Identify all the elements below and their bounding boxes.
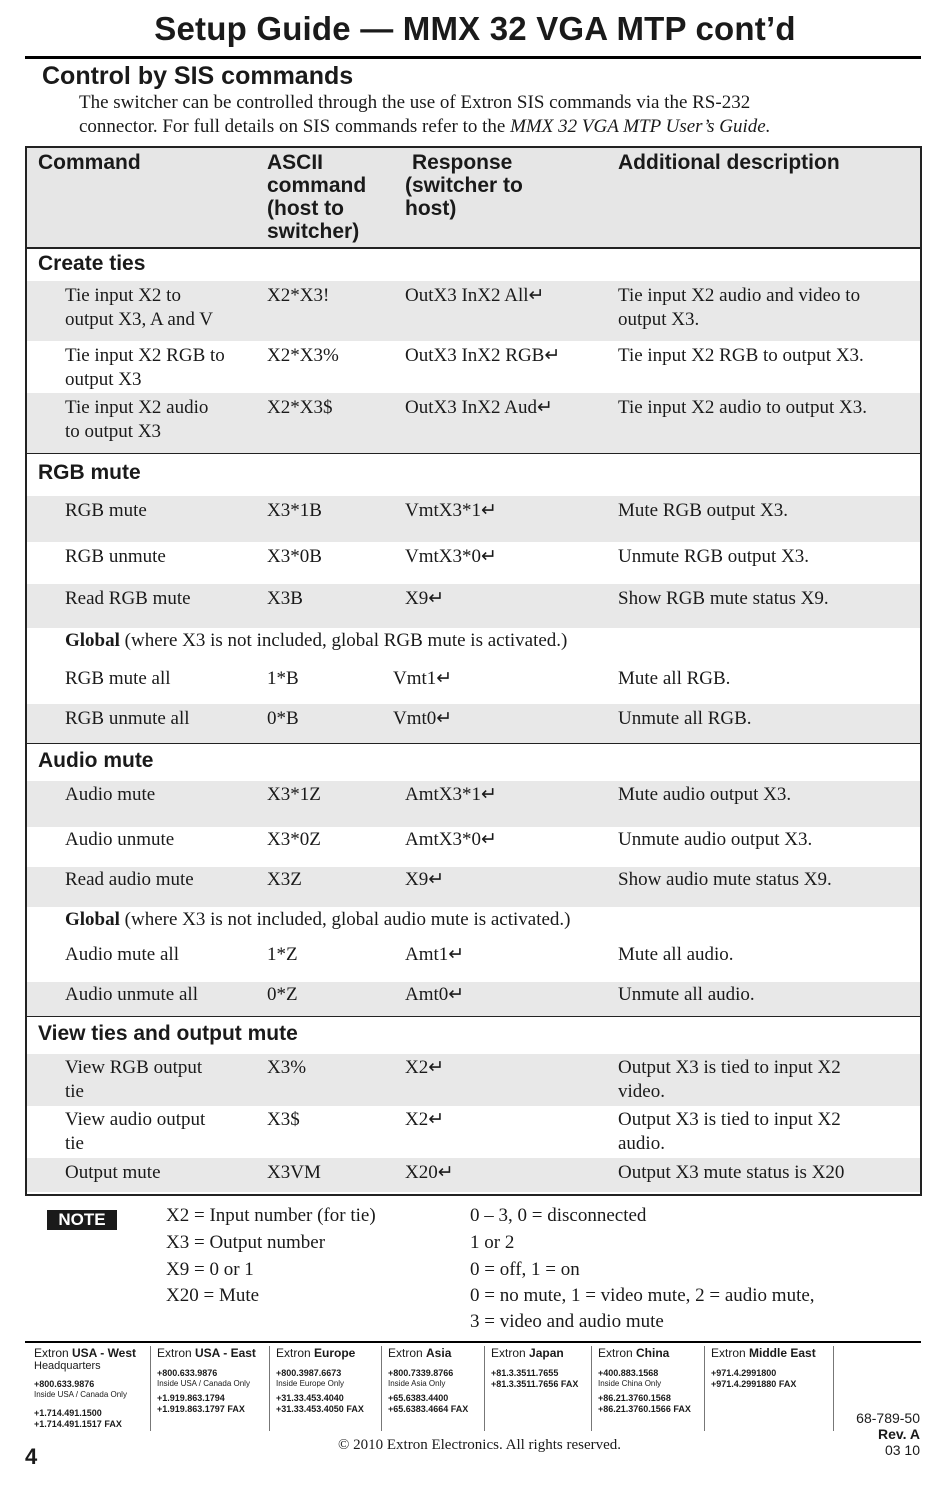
global-note <box>65 629 865 653</box>
header-ascii-line: (host to <box>267 197 344 220</box>
office-asia: Extron Asia +800.7339.8766 Inside Asia Only +65.6383.4400 +65.6383.4664 FAX <box>381 1346 468 1431</box>
office-china: Extron China +400.883.1568 Inside China Only +86.21.3760.1568 +86.21.3760.1566 FAX <box>591 1346 691 1431</box>
print-date: 03 10 <box>884 1442 920 1458</box>
cell-ascii: X3VM <box>267 1162 321 1183</box>
cell-command: Audio unmute <box>65 829 175 850</box>
office-usa-east: Extron USA - East +800.633.9876 Inside USA / Canada Only +1.919.863.1794 +1.919.863.1797 FAX <box>150 1346 256 1431</box>
group-heading-view-ties: View ties and output mute <box>38 1022 298 1045</box>
cell-ascii: X2*X3% <box>267 345 339 366</box>
cell-description: Show audio mute status X9. <box>618 869 832 890</box>
table-row <box>27 542 920 584</box>
global-note-row <box>27 628 920 664</box>
guide-title: MMX 32 VGA MTP User’s Guide. <box>510 116 771 137</box>
cell-response: OutX3 InX2 All↵ <box>405 285 545 306</box>
section-divider <box>27 1016 920 1017</box>
cell-ascii: X3*1Z <box>267 784 321 805</box>
note-badge: NOTE <box>47 1210 117 1230</box>
note-range: 0 = no mute, 1 = video mute, 2 = audio mute, 3 = video and audio mute <box>470 1285 815 1332</box>
table-row <box>27 281 920 341</box>
global-text: (where X3 is not included, global RGB mute is activated.) <box>119 630 568 651</box>
note-definition: X20 = Mute <box>166 1285 260 1306</box>
cell-response: OutX3 InX2 Aud↵ <box>405 397 553 418</box>
cell-ascii: 0*B <box>267 708 299 729</box>
table-row <box>27 1054 920 1106</box>
cell-command: Tie input X2 audio to output X3 <box>65 397 209 442</box>
cell-ascii: 1*Z <box>267 944 298 965</box>
cell-response: AmtX3*0↵ <box>405 829 497 850</box>
header-response-line: Response <box>412 151 513 174</box>
table-row <box>27 496 920 542</box>
cell-description: Unmute audio output X3. <box>618 829 813 850</box>
note-range: 0 – 3, 0 = disconnected <box>470 1205 647 1226</box>
group-heading-audio-mute: Audio mute <box>38 749 154 772</box>
title-rule <box>25 56 921 59</box>
cell-response: AmtX3*1↵ <box>405 784 497 805</box>
cell-command: Read RGB mute <box>65 588 191 609</box>
global-label: Global <box>65 909 120 930</box>
note-range: 0 = off, 1 = on <box>470 1259 580 1280</box>
part-number: 68-789-50 <box>856 1410 920 1426</box>
page-number: 4 <box>25 1444 38 1469</box>
cell-description: Tie input X2 RGB to output X3. <box>618 345 864 366</box>
cell-description: Tie input X2 audio and video to output X3. <box>618 285 861 330</box>
table-row <box>27 704 920 743</box>
group-heading-rgb-mute: RGB mute <box>38 461 141 484</box>
cell-ascii: X3*0B <box>267 546 322 567</box>
cell-description: Unmute all RGB. <box>618 708 752 729</box>
cell-command: Tie input X2 RGB to output X3 <box>65 345 225 390</box>
cell-command: Read audio mute <box>65 869 194 890</box>
table-row <box>27 584 920 628</box>
cell-ascii: X2*X3! <box>267 285 330 306</box>
intro-line-2 <box>79 115 899 139</box>
cell-description: Output X3 is tied to input X2 video. <box>618 1057 841 1102</box>
cell-description: Unmute all audio. <box>618 984 755 1005</box>
cell-command: RGB unmute <box>65 546 166 567</box>
sis-command-table <box>25 146 922 1196</box>
global-note <box>65 908 865 932</box>
variable-label: X2 <box>166 1205 190 1226</box>
cell-command: View audio output tie <box>65 1109 206 1154</box>
global-label: Global <box>65 630 120 651</box>
cell-command: RGB mute <box>65 500 147 521</box>
intro-line-1: The switcher can be controlled through the use of Extron SIS commands via the RS-232 <box>79 92 751 113</box>
cell-response: Amt1↵ <box>405 944 465 965</box>
note-definition: X9 = 0 or 1 <box>166 1259 254 1280</box>
section-heading: Control by SIS commands <box>42 62 354 90</box>
cell-response: X2↵ <box>405 1109 445 1130</box>
section-divider <box>27 743 920 744</box>
copyright: © 2010 Extron Electronics. All rights reserved. <box>338 1437 622 1453</box>
table-row <box>27 341 920 393</box>
table-row <box>27 1106 920 1158</box>
cell-ascii: X3$ <box>267 1109 300 1130</box>
cell-response: VmtX3*0↵ <box>405 546 497 567</box>
cell-command: RGB unmute all <box>65 708 190 729</box>
revision: Rev. A <box>877 1426 920 1442</box>
table-row <box>27 1158 920 1192</box>
cell-response: OutX3 InX2 RGB↵ <box>405 345 561 366</box>
header-response <box>405 151 523 220</box>
cell-command: View RGB output tie <box>65 1057 203 1102</box>
cell-command: Audio mute all <box>65 944 179 965</box>
cell-ascii: 0*Z <box>267 984 298 1005</box>
office-usa-west: Extron USA - West Headquarters +800.633.9876 Inside USA / Canada Only +1.714.491.1500 +1.714.491.1517 FAX <box>34 1346 137 1429</box>
header-response-line: host) <box>405 197 457 220</box>
table-row <box>27 827 920 867</box>
cell-description: Output X3 is tied to input X2 audio. <box>618 1109 841 1154</box>
cell-ascii: 1*B <box>267 668 299 689</box>
cell-description: Mute RGB output X3. <box>618 500 788 521</box>
cell-description: Output X3 mute status is X20 <box>618 1162 845 1183</box>
cell-description: Show RGB mute status X9. <box>618 588 829 609</box>
cell-description: Mute all RGB. <box>618 668 731 689</box>
group-heading-create-ties: Create ties <box>38 252 146 275</box>
part-number-block <box>856 1410 920 1458</box>
page-title: Setup Guide — MMX 32 VGA MTP cont’d <box>154 10 796 47</box>
cell-description: Mute audio output X3. <box>618 784 792 805</box>
note-definition: X2 = Input number (for tie) <box>166 1205 376 1226</box>
variable-label: X20 <box>166 1285 199 1306</box>
table-row <box>27 867 920 907</box>
variable-label: X3 <box>166 1232 190 1253</box>
office-japan: Extron Japan +81.3.3511.7655 +81.3.3511.7656 FAX <box>484 1346 578 1431</box>
cell-command: Tie input X2 to output X3, A and V <box>65 285 213 330</box>
intro-paragraph <box>79 91 899 139</box>
office-europe: Extron Europe +800.3987.6673 Inside Europe Only +31.33.453.4040 +31.33.453.4050 FAX <box>269 1346 364 1431</box>
table-row <box>27 781 920 827</box>
cell-command: Audio unmute all <box>65 984 198 1005</box>
footer-rule <box>25 1341 921 1343</box>
cell-response: X2↵ <box>405 1057 445 1078</box>
intro-text: connector. For full details on SIS commands refer to the <box>79 116 511 137</box>
header-description: Additional description <box>618 151 840 174</box>
section-divider <box>27 453 920 454</box>
table-header <box>27 148 920 249</box>
cell-ascii: X2*X3$ <box>267 397 333 418</box>
variable-label: X9 <box>166 1259 190 1280</box>
cell-description: Mute all audio. <box>618 944 734 965</box>
cell-response: X9↵ <box>405 869 445 890</box>
cell-command: Output mute <box>65 1162 161 1183</box>
note-range: 1 or 2 <box>470 1232 515 1253</box>
global-note-row <box>27 907 920 943</box>
cell-description: Unmute RGB output X3. <box>618 546 810 567</box>
header-ascii <box>267 151 366 243</box>
table-row <box>27 664 920 704</box>
table-row <box>27 982 920 1016</box>
cell-command: RGB mute all <box>65 668 171 689</box>
cell-response: X20↵ <box>405 1162 454 1183</box>
note-definition: X3 = Output number <box>166 1232 326 1253</box>
cell-response: Vmt1↵ <box>393 668 453 689</box>
cell-response: Amt0↵ <box>405 984 465 1005</box>
header-response-line: (switcher to <box>405 174 523 197</box>
cell-response: X9↵ <box>405 588 445 609</box>
cell-response: Vmt0↵ <box>393 708 453 729</box>
cell-ascii: X3B <box>267 588 303 609</box>
header-command: Command <box>38 151 141 174</box>
cell-ascii: X3% <box>267 1057 307 1078</box>
global-text: (where X3 is not included, global audio mute is activated.) <box>119 909 571 930</box>
cell-ascii: X3*1B <box>267 500 322 521</box>
cell-ascii: X3*0Z <box>267 829 321 850</box>
header-ascii-line: ASCII <box>267 151 324 174</box>
cell-description: Tie input X2 audio to output X3. <box>618 397 867 418</box>
header-ascii-line: switcher) <box>267 220 360 243</box>
office-middle-east: Extron Middle East +971.4.2991800 +971.4.2991880 FAX <box>704 1346 834 1431</box>
cell-response: VmtX3*1↵ <box>405 500 497 521</box>
cell-ascii: X3Z <box>267 869 302 890</box>
cell-command: Audio mute <box>65 784 156 805</box>
header-ascii-line: command <box>267 174 367 197</box>
table-row <box>27 393 920 453</box>
table-row <box>27 943 920 982</box>
